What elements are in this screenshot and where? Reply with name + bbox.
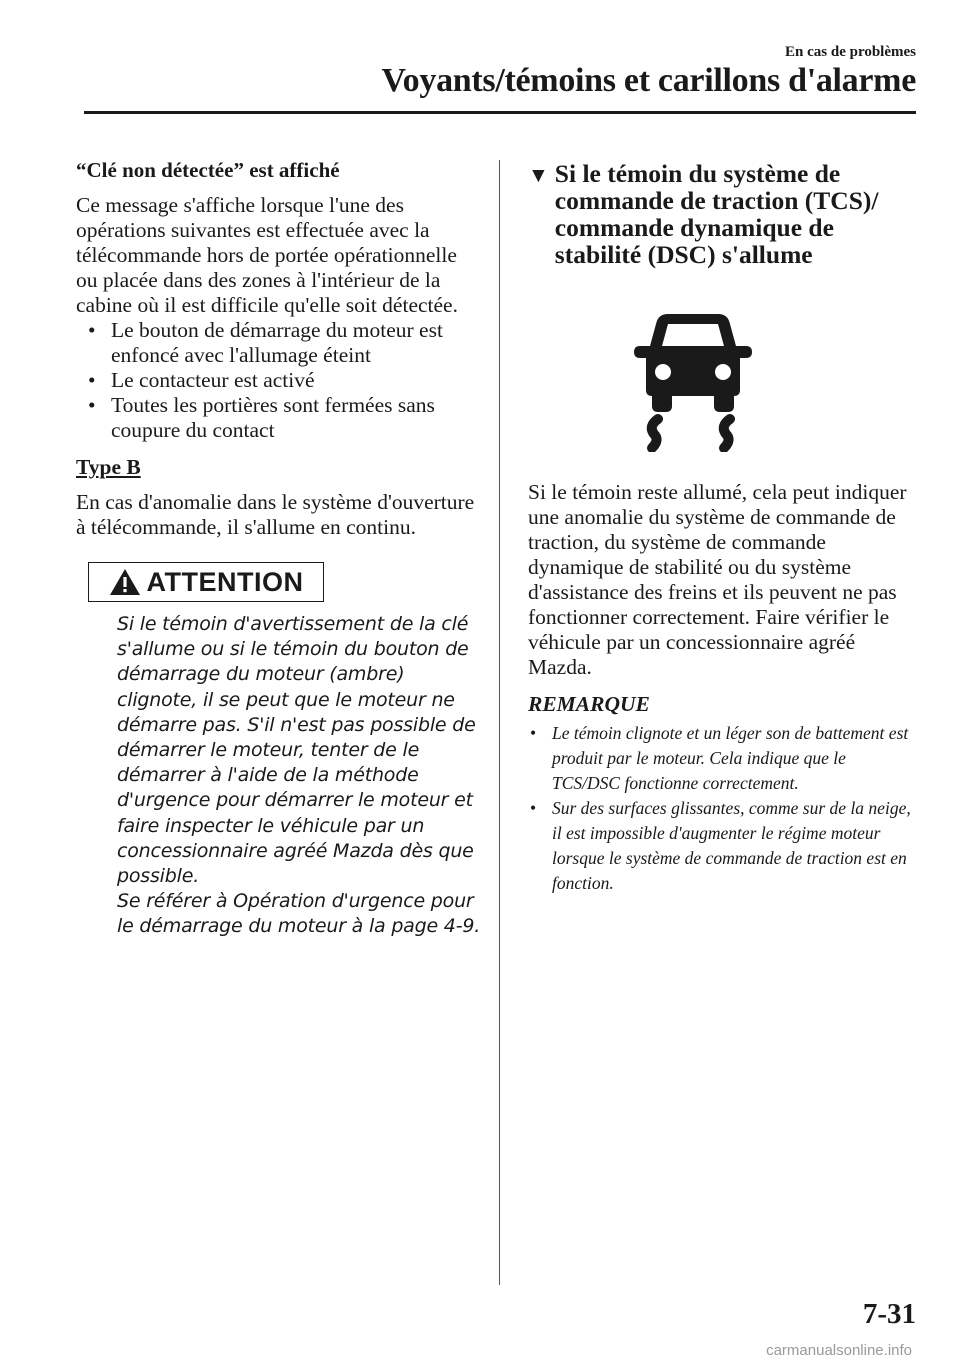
key-not-detected-heading: “Clé non détectée” est affiché [76, 158, 340, 182]
page-title: Voyants/témoins et carillons d'alarme [381, 62, 916, 99]
list-item-text: Toutes les portières sont fermées sans coupure du contact [111, 393, 435, 442]
note-list [528, 721, 913, 896]
note-text: Sur des surfaces glissantes, comme sur de la neige, il est impossible d'augmenter le régime moteur lorsque le système de commande de traction est en fonction. [552, 798, 911, 893]
list-item [528, 796, 913, 896]
list-item [528, 721, 913, 796]
traction-control-icon [618, 302, 768, 452]
tcs-dsc-heading-text: Si le témoin du système de commande de traction (TCS)/ commande dynamique de stabilité (DSC) s'allume [554, 159, 879, 269]
header-divider [84, 111, 916, 114]
bullet-icon: • [88, 368, 96, 392]
bullet-icon: • [530, 798, 537, 818]
left-column [76, 158, 481, 940]
bullet-icon: • [530, 723, 537, 743]
right-column [528, 160, 913, 896]
bullet-icon: • [88, 318, 96, 342]
bullet-icon: • [88, 393, 96, 417]
attention-box [88, 562, 324, 602]
attention-reference: Se référer à Opération d'urgence pour le démarrage du moteur à la page 4-9. [117, 890, 481, 938]
attention-warning-paragraph: Si le témoin d'avertissement de la clé s'allume ou si le témoin du bouton de démarrage du moteur (ambre) clignote, il se peut que le moteur ne démarre pas. S'il n'est pas possible de démarrer le moteur, tenter de le démarrer à l'aide de la méthode d'urgence pour démarrer le moteur et faire inspecter le véhicule par un concessionnaire agréé Mazda dès que possible. [117, 613, 476, 888]
type-b-text: En cas d'anomalie dans le système d'ouverture à télécommande, il s'allume en continu. [76, 490, 475, 539]
list-item-text: Le bouton de démarrage du moteur est enfoncé avec l'allumage éteint [111, 318, 443, 367]
tcs-dsc-body: Si le témoin reste allumé, cela peut indiquer une anomalie du système de commande de traction, du système de commande dynamique de stabilité ou du système d'assistance des freins et ils peuvent ne pas fonctionner correctement. Faire vérifier le véhicule par un concessionnaire agréé Mazda. [528, 480, 907, 679]
key-not-detected-intro: Ce message s'affiche lorsque l'une des opérations suivantes est effectuée avec la télécommande hors de portée opérationnelle ou placée dans des zones à l'intérieur de la cabine où il est difficile qu'elle soit détectée. [76, 193, 458, 317]
note-text: Le témoin clignote et un léger son de battement est produit par le moteur. Cela indique que le TCS/DSC fonctionne correctement. [552, 723, 909, 793]
list-item [76, 393, 481, 443]
note-heading: REMARQUE [528, 692, 650, 716]
section-triangle-icon: ▼ [528, 163, 549, 187]
tcs-dsc-heading [528, 160, 913, 268]
type-b-heading: Type B [76, 455, 141, 479]
page-number: 7-31 [862, 1298, 916, 1330]
list-item [76, 368, 481, 393]
list-item [76, 318, 481, 368]
warning-triangle-icon [109, 568, 141, 596]
conditions-list [76, 318, 481, 443]
list-item-text: Le contacteur est activé [111, 368, 315, 392]
header-section-label: En cas de problèmes [785, 44, 916, 60]
attention-text [117, 612, 481, 940]
attention-label: ATTENTION [146, 566, 304, 597]
footer-watermark: carmanualsonline.info [766, 1342, 912, 1359]
column-divider [499, 160, 500, 1285]
